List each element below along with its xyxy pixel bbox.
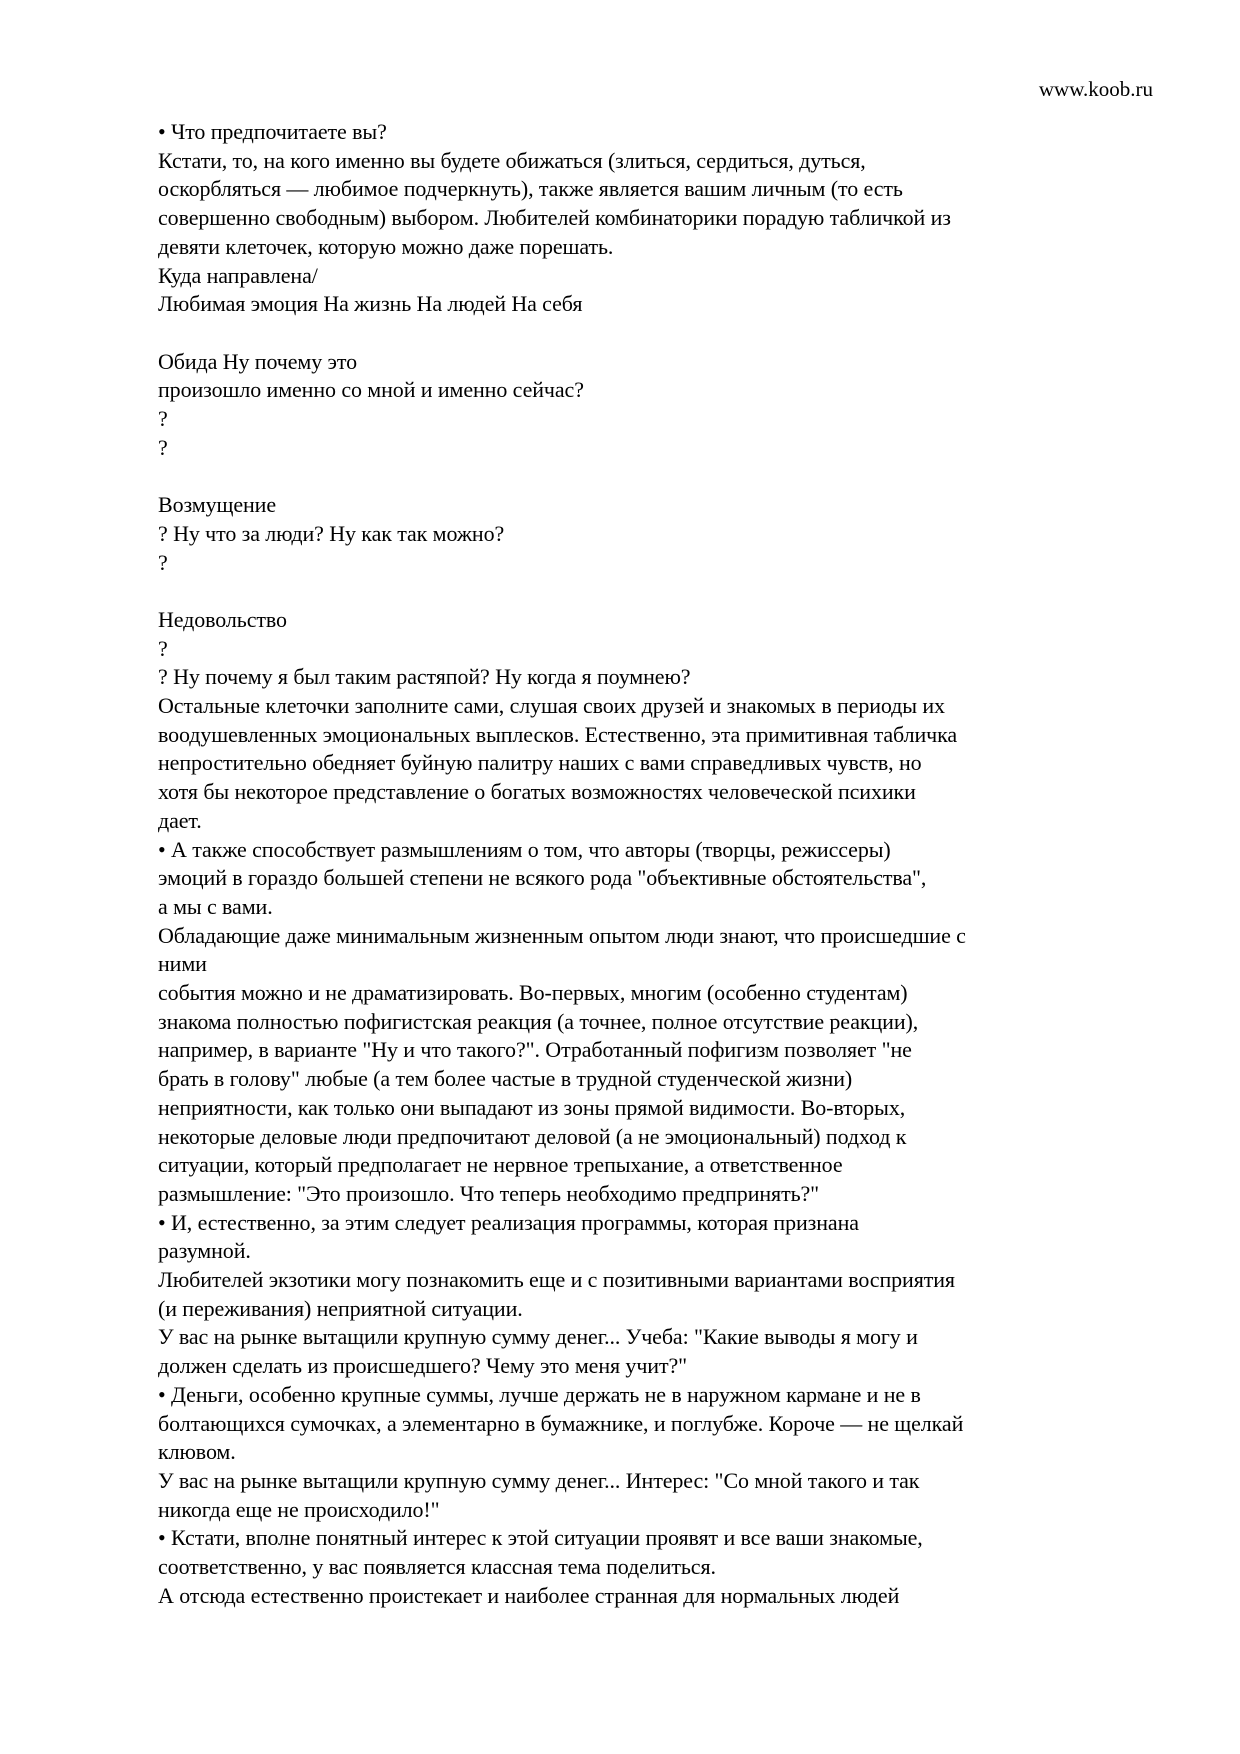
text-line: дает. bbox=[158, 807, 202, 833]
text-line: ? bbox=[158, 434, 168, 460]
text-line: • Деньги, особенно крупные суммы, лучше держать не в наружном кармане и не в bbox=[158, 1381, 921, 1407]
text-line: неприятности, как только они выпадают из зоны прямой видимости. Во-вторых, bbox=[158, 1094, 906, 1120]
text-line: ? Ну почему я был таким растяпой? Ну когда я поумнею? bbox=[158, 664, 691, 690]
text-line: Остальные клеточки заполните сами, слушая своих друзей и знакомых в периоды их bbox=[158, 693, 945, 719]
text-line: соответственно, у вас появляется классная тема поделиться. bbox=[158, 1554, 716, 1580]
text-line: ? bbox=[158, 549, 168, 575]
text-line: воодушевленных эмоциональных выплесков. Естественно, эта примитивная табличка bbox=[158, 721, 958, 747]
text-line: У вас на рынке вытащили крупную сумму денег... Учеба: "Какие выводы я могу и bbox=[158, 1324, 918, 1350]
text-line: некоторые деловые люди предпочитают деловой (а не эмоциональный) подход к bbox=[158, 1123, 907, 1149]
text-line: разумной. bbox=[158, 1238, 251, 1264]
text-line: непростительно обедняет буйную палитру наших с вами справедливых чувств, но bbox=[158, 750, 922, 776]
text-line: А отсюда естественно проистекает и наиболее странная для нормальных людей bbox=[158, 1582, 900, 1608]
text-line: совершенно свободным) выбором. Любителей комбинаторики порадую табличкой из bbox=[158, 205, 951, 231]
text-line: • И, естественно, за этим следует реализация программы, которая признана bbox=[158, 1209, 859, 1235]
text-line: ними bbox=[158, 951, 207, 977]
text-line: Куда направлена/ bbox=[158, 262, 318, 288]
text-line: болтающихся сумочках, а элементарно в бумажнике, и поглубже. Короче — не щелкай bbox=[158, 1410, 964, 1436]
text-line: знакома полностью пофигистская реакция (а точнее, полное отсутствие реакции), bbox=[158, 1008, 919, 1034]
text-line: например, в варианте "Ну и что такого?". Отработанный пофигизм позволяет "не bbox=[158, 1037, 912, 1063]
text-line: оскорбляться — любимое подчеркнуть), также является вашим личным (то есть bbox=[158, 176, 903, 202]
text-line: девяти клеточек, которую можно даже порешать. bbox=[158, 233, 614, 259]
text-line bbox=[158, 577, 1158, 606]
text-line: • Кстати, вполне понятный интерес к этой ситуации проявят и все ваши знакомые, bbox=[158, 1525, 923, 1551]
text-line: • А также способствует размышлениям о том, что авторы (творцы, режиссеры) bbox=[158, 836, 891, 862]
text-line: (и переживания) неприятной ситуации. bbox=[158, 1295, 523, 1321]
text-line: Любимая эмоция На жизнь На людей На себя bbox=[158, 291, 583, 317]
text-line: Недовольство bbox=[158, 606, 287, 632]
text-line: ? bbox=[158, 635, 168, 661]
text-line: произошло именно со мной и именно сейчас? bbox=[158, 377, 584, 403]
text-line: Любителей экзотики могу познакомить еще и с позитивными вариантами восприятия bbox=[158, 1267, 955, 1293]
text-line bbox=[158, 319, 1158, 348]
text-line bbox=[158, 462, 1158, 491]
text-line: ? Ну что за люди? Ну как так можно? bbox=[158, 520, 505, 546]
text-line: У вас на рынке вытащили крупную сумму денег... Интерес: "Со мной такого и так bbox=[158, 1468, 920, 1493]
text-line: эмоций в гораздо большей степени не всякого рода "объективные обстоятельства", bbox=[158, 865, 927, 891]
text-line: размышление: "Это произошло. Что теперь необходимо предпринять?" bbox=[158, 1180, 820, 1206]
text-line: клювом. bbox=[158, 1439, 236, 1465]
document-text bbox=[158, 118, 1158, 1611]
text-line: события можно и не драматизировать. Во-первых, многим (особенно студентам) bbox=[158, 980, 908, 1006]
text-line: брать в голову" любые (а тем более частые в трудной студенческой жизни) bbox=[158, 1066, 853, 1092]
text-line: • Что предпочитаете вы? bbox=[158, 119, 387, 144]
text-line: Кстати, то, на кого именно вы будете обижаться (злиться, сердиться, дуться, bbox=[158, 147, 866, 173]
text-line: ? bbox=[158, 406, 168, 432]
text-line: Обида Ну почему это bbox=[158, 348, 358, 374]
text-line: Возмущение bbox=[158, 492, 276, 518]
text-line: Обладающие даже минимальным жизненным опытом люди знают, что происшедшие с bbox=[158, 922, 966, 948]
text-line: а мы с вами. bbox=[158, 893, 273, 919]
text-line: никогда еще не происходило!" bbox=[158, 1496, 440, 1522]
site-watermark: www.koob.ru bbox=[1038, 77, 1153, 101]
text-line: ситуации, который предполагает не нервное трепыхание, а ответственное bbox=[158, 1152, 843, 1178]
text-line: хотя бы некоторое представление о богатых возможностях человеческой психики bbox=[158, 779, 916, 805]
text-line: должен сделать из происшедшего? Чему это меня учит?" bbox=[158, 1353, 688, 1379]
